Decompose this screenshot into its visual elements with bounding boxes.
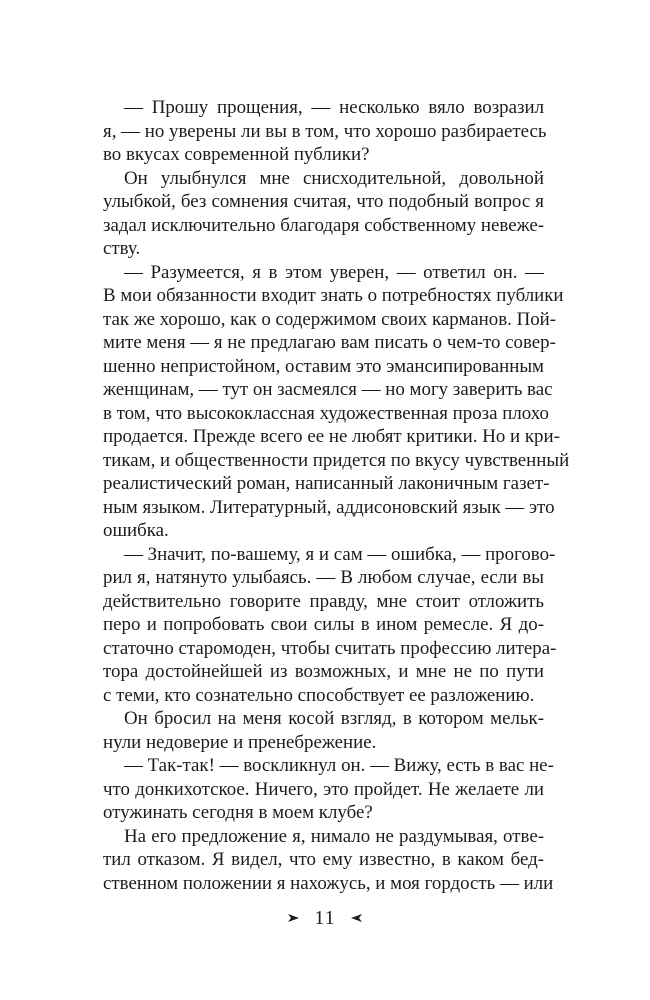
text-line: реалистический роман, написанный лаконичным газет-: [103, 473, 550, 494]
text-line: отужинать сегодня в моем клубе?: [103, 802, 373, 823]
text-line: задал исключительно благодаря собственному невеже-: [103, 214, 545, 236]
text-line: — Так-так! — воскликнул он. — Вижу, есть в вас не-: [124, 755, 554, 776]
text-line: ству.: [103, 238, 141, 259]
text-line: — Значит, по-вашему, я и сам — ошибка, — прогово-: [124, 543, 556, 565]
text-line: перо и попробовать свои силы в ином ремесле. Я до-: [103, 614, 544, 635]
text-line: статочно старомоден, чтобы считать профессию литера-: [103, 637, 557, 659]
text-line: ошибка.: [103, 520, 169, 541]
text-line: ственном положении я нахожусь, и моя гордость — или: [103, 872, 554, 894]
paragraph: [103, 96, 547, 167]
text-line: ным языком. Литературный, аддисоновский язык — это: [103, 496, 555, 518]
text-line: так же хорошо, как о содержимом своих карманов. Пой-: [103, 308, 557, 330]
text-line: На его предложение я, нимало не раздумывая, отве-: [124, 825, 544, 847]
text-line: нули недоверие и пренебрежение.: [103, 731, 377, 753]
paragraph: [103, 707, 544, 754]
body-text: [103, 96, 570, 895]
text-line: с теми, кто сознательно способствует ее разложению.: [103, 684, 535, 706]
text-line: я, — но уверены ли вы в том, что хорошо разбираетесь: [103, 120, 547, 142]
text-line: — Прошу прощения, — несколько вяло возразил: [124, 97, 544, 118]
paragraph: [103, 543, 557, 708]
text-line: Он бросил на меня косой взгляд, в котором мельк-: [124, 708, 544, 729]
page-number: 11: [314, 906, 336, 929]
text-line: действительно говорите правду, мне стоит отложить: [103, 590, 544, 612]
page-footer: [0, 906, 650, 930]
text-line: тил отказом. Я видел, что ему известно, в каком бед-: [103, 849, 544, 870]
text-line: что донкихотское. Ничего, это пройдет. Не желаете ли: [103, 778, 544, 800]
text-line: В мои обязанности входит знать о потребностях публики: [103, 285, 564, 306]
text-line: Он улыбнулся мне снисходительной, довольной: [124, 167, 544, 189]
paragraph: [103, 167, 544, 261]
text-line: — Разумеется, я в этом уверен, — ответил он. —: [124, 261, 544, 283]
paragraph: [103, 261, 570, 543]
paragraph: [103, 825, 554, 896]
text-line: продается. Прежде всего ее не любят критики. Но и кри-: [103, 426, 560, 447]
text-line: тора достойнейшей из возможных, и мне не по пути: [103, 661, 544, 682]
arrow-left-icon: [349, 907, 363, 930]
text-line: в том, что высококлассная художественная проза плохо: [103, 402, 549, 424]
text-line: женщинам, — тут он засмеялся — но могу заверить вас: [103, 379, 553, 400]
text-line: мите меня — я не предлагаю вам писать о чем-то совер-: [103, 332, 556, 353]
paragraph: [103, 754, 554, 825]
text-line: шенно непристойном, оставим это эмансипированным: [103, 355, 544, 377]
text-line: рил я, натянуто улыбаясь. — В любом случае, если вы: [103, 567, 544, 588]
text-line: улыбкой, без сомнения считая, что подобный вопрос я: [103, 191, 544, 212]
text-line: тикам, и общественности придется по вкусу чувственный: [103, 449, 570, 471]
arrow-right-icon: [287, 907, 301, 930]
text-line: во вкусах современной публики?: [103, 144, 370, 165]
